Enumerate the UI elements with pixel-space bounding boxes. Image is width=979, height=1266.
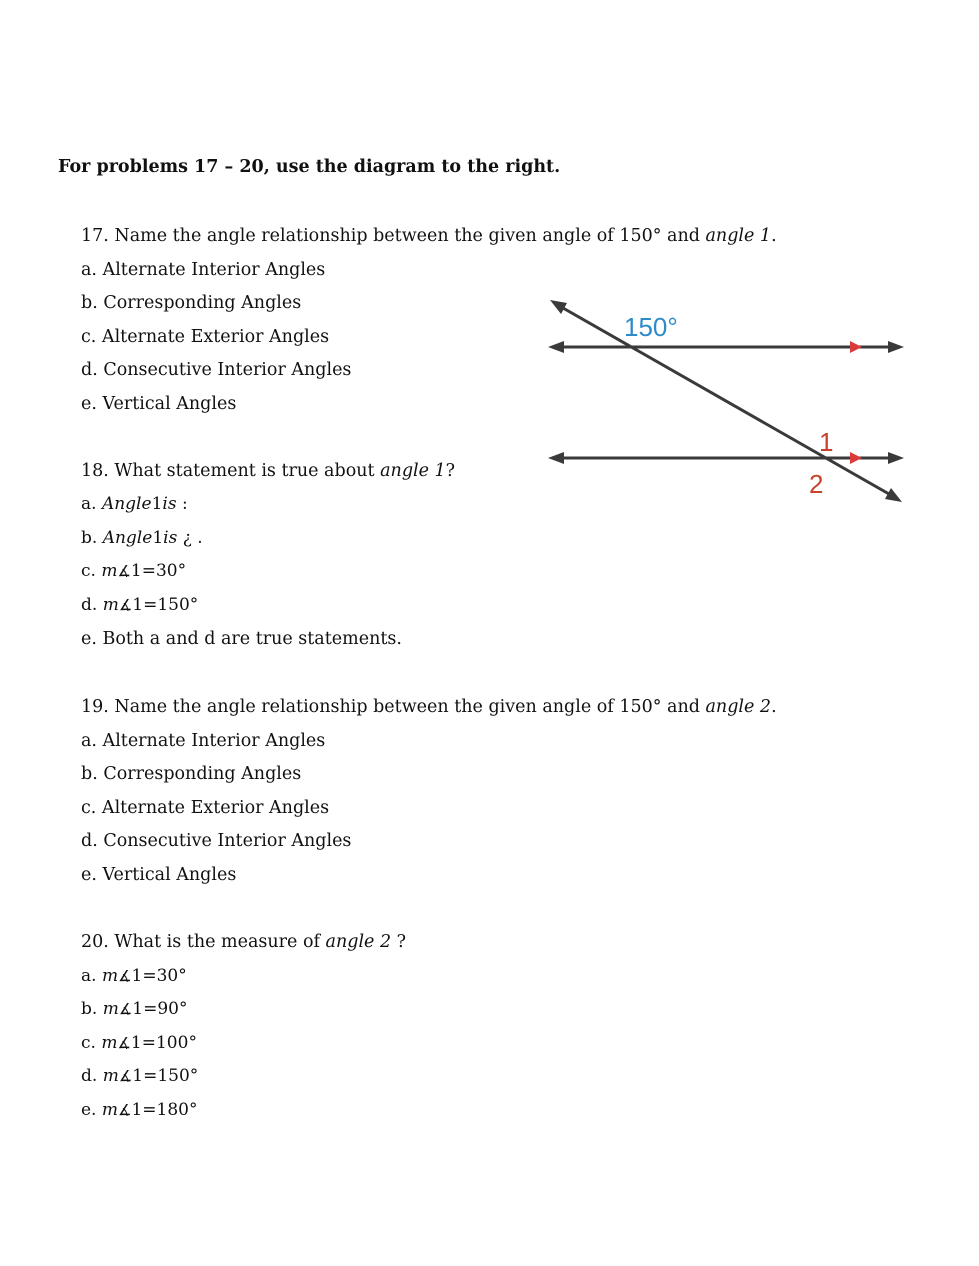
angle-symbol-icon: ∡ bbox=[118, 1000, 133, 1018]
q20-stem-suffix: ? bbox=[391, 932, 407, 952]
q18-a-italic: Angle bbox=[101, 494, 152, 514]
q19-option-b[interactable]: b. Corresponding Angles bbox=[81, 764, 302, 784]
q20-option-d[interactable] bbox=[81, 1065, 198, 1087]
q19-stem-suffix: . bbox=[771, 697, 777, 717]
q18-b-tail: ¿ . bbox=[177, 528, 203, 548]
q19-option-a[interactable]: a. Alternate Interior Angles bbox=[81, 731, 326, 751]
q18-b-mid: is bbox=[163, 528, 178, 548]
question-17 bbox=[81, 225, 777, 247]
q20-e-letter: e. bbox=[81, 1100, 97, 1120]
q18-e-text: Both a and d are true statements. bbox=[102, 629, 402, 649]
q20-e-expr: 1=180 bbox=[131, 1100, 189, 1120]
q17-option-c[interactable]: c. Alternate Exterior Angles bbox=[81, 327, 330, 347]
q17-stem-prefix: 17. Name the angle relationship between the given angle of 150° and bbox=[81, 226, 706, 246]
parallel-lines-diagram bbox=[540, 292, 910, 512]
q18-a-num: 1 bbox=[151, 494, 163, 514]
question-19 bbox=[81, 696, 777, 718]
q20-c-deg: ° bbox=[188, 1033, 197, 1053]
q18-c-deg: ° bbox=[177, 561, 187, 581]
q18-option-c[interactable] bbox=[81, 560, 186, 582]
q20-c-letter: c. bbox=[81, 1033, 96, 1053]
q18-d-letter: d. bbox=[81, 595, 98, 615]
q18-d-expr: 1=150 bbox=[132, 595, 190, 615]
given-angle-label: 150° bbox=[624, 312, 678, 342]
q20-a-deg: ° bbox=[178, 966, 187, 986]
q18-b-num: 1 bbox=[152, 528, 164, 548]
angle-2-label: 2 bbox=[809, 469, 824, 499]
angle-symbol-icon: ∡ bbox=[117, 1034, 131, 1052]
q18-option-e[interactable] bbox=[81, 628, 402, 650]
angle-symbol-icon: ∡ bbox=[117, 562, 131, 580]
q20-e-var: m bbox=[101, 1100, 118, 1120]
q20-c-expr: 1=100 bbox=[130, 1033, 189, 1053]
q17-option-d[interactable]: d. Consecutive Interior Angles bbox=[81, 360, 352, 380]
q20-d-letter: d. bbox=[81, 1066, 98, 1086]
angle-symbol-icon: ∡ bbox=[118, 596, 133, 614]
lower-parallel-mark-icon bbox=[850, 452, 862, 464]
q18-c-letter: c. bbox=[81, 561, 96, 581]
lower-line-right-arrow-icon bbox=[888, 452, 904, 464]
lower-line-left-arrow-icon bbox=[548, 452, 564, 464]
q20-option-a[interactable] bbox=[81, 965, 187, 987]
transversal-line bbox=[556, 304, 896, 498]
q20-a-expr: 1=30 bbox=[131, 966, 179, 986]
q20-option-c[interactable] bbox=[81, 1032, 197, 1054]
angle-symbol-icon: ∡ bbox=[118, 1101, 132, 1119]
q18-b-letter: b. bbox=[81, 528, 98, 548]
q18-a-mid: is bbox=[162, 494, 177, 514]
q17-option-e[interactable]: e. Vertical Angles bbox=[81, 394, 237, 414]
q20-e-deg: ° bbox=[188, 1100, 198, 1120]
q19-stem-italic: angle 2 bbox=[705, 697, 772, 717]
q20-a-var: m bbox=[101, 966, 119, 986]
page-heading: For problems 17 – 20, use the diagram to the right. bbox=[58, 157, 561, 177]
q18-a-letter: a. bbox=[81, 494, 97, 514]
transversal-upper-arrow-icon bbox=[550, 300, 567, 314]
q20-a-letter: a. bbox=[81, 966, 97, 986]
q18-a-tail: : bbox=[176, 494, 188, 514]
q20-d-deg: ° bbox=[189, 1066, 199, 1086]
q20-stem-prefix: 20. What is the measure of bbox=[81, 932, 326, 952]
transversal-lower-arrow-icon bbox=[885, 488, 902, 502]
q18-d-deg: ° bbox=[189, 595, 199, 615]
upper-line-left-arrow-icon bbox=[548, 341, 564, 353]
q18-b-italic: Angle bbox=[102, 528, 153, 548]
q18-stem-suffix: ? bbox=[445, 461, 456, 481]
q18-d-var: m bbox=[102, 595, 119, 615]
q20-b-var: m bbox=[102, 999, 119, 1019]
q17-stem-italic: angle 1 bbox=[705, 226, 772, 246]
upper-line-right-arrow-icon bbox=[888, 341, 904, 353]
q20-d-expr: 1=150 bbox=[132, 1066, 190, 1086]
upper-parallel-mark-icon bbox=[850, 341, 862, 353]
q20-stem-italic: angle 2 bbox=[325, 932, 392, 952]
q18-option-d[interactable] bbox=[81, 594, 198, 616]
angle-symbol-icon: ∡ bbox=[118, 967, 132, 985]
q20-d-var: m bbox=[102, 1066, 119, 1086]
q19-option-e[interactable]: e. Vertical Angles bbox=[81, 865, 237, 885]
q17-stem-suffix: . bbox=[771, 226, 777, 246]
q18-option-b[interactable] bbox=[81, 527, 203, 549]
angle-1-label: 1 bbox=[819, 427, 834, 457]
q18-stem-italic: angle 1 bbox=[380, 461, 446, 481]
q20-option-b[interactable] bbox=[81, 998, 187, 1020]
angle-symbol-icon: ∡ bbox=[118, 1067, 133, 1085]
q20-b-expr: 1=90 bbox=[132, 999, 179, 1019]
q17-option-b[interactable]: b. Corresponding Angles bbox=[81, 293, 302, 313]
q20-option-e[interactable] bbox=[81, 1099, 197, 1121]
q18-e-letter: e. bbox=[81, 629, 97, 649]
q17-option-a[interactable]: a. Alternate Interior Angles bbox=[81, 260, 326, 280]
q18-c-var: m bbox=[101, 561, 118, 581]
q20-b-letter: b. bbox=[81, 999, 98, 1019]
q20-c-var: m bbox=[101, 1033, 118, 1053]
q18-c-expr: 1=30 bbox=[130, 561, 178, 581]
q18-option-a[interactable] bbox=[81, 493, 188, 515]
question-20 bbox=[81, 931, 406, 953]
q18-stem-prefix: 18. What statement is true about bbox=[81, 461, 381, 481]
q19-option-d[interactable]: d. Consecutive Interior Angles bbox=[81, 831, 352, 851]
question-18 bbox=[81, 460, 455, 482]
q20-b-deg: ° bbox=[178, 999, 188, 1019]
q19-option-c[interactable]: c. Alternate Exterior Angles bbox=[81, 798, 330, 818]
q19-stem-prefix: 19. Name the angle relationship between the given angle of 150° and bbox=[81, 697, 706, 717]
